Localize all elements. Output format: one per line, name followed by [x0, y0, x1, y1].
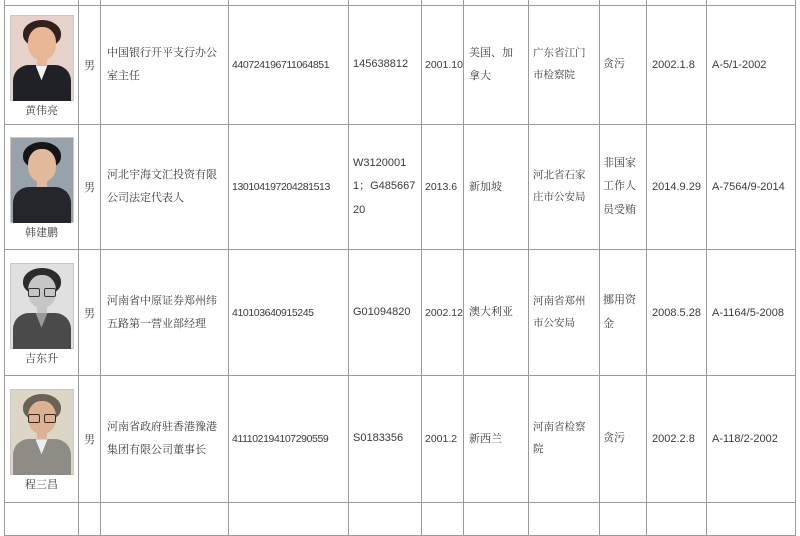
fugitive-name: 韩建鹏 — [25, 227, 58, 240]
gender-cell: 男 — [79, 376, 101, 503]
table-row-partial — [5, 503, 796, 536]
fugitive-table — [4, 0, 796, 536]
portrait-photo — [10, 15, 74, 101]
position-cell: 河南省中原证券郑州纬五路第一营业部经理 — [101, 250, 229, 376]
case-number-cell: A-1164/5-2008 — [707, 250, 796, 376]
authority-cell: 河北省石家庄市公安局 — [529, 125, 600, 250]
destination-cell: 澳大利亚 — [464, 250, 529, 376]
passport-cell: W31200011；G48566720 — [349, 125, 422, 250]
id-number-cell: 411102194107290559 — [229, 376, 349, 503]
gender-cell: 男 — [79, 250, 101, 376]
id-number-cell: 440724196711064851 — [229, 6, 349, 125]
fugitive-photo-cell — [5, 376, 79, 503]
table-row — [5, 125, 796, 250]
notice-date-cell: 2014.9.29 — [647, 125, 707, 250]
gender-cell: 男 — [79, 6, 101, 125]
portrait-photo — [10, 263, 74, 349]
flee-date-cell: 2013.6 — [422, 125, 464, 250]
id-number-cell: 130104197204281513 — [229, 125, 349, 250]
position-cell: 河南省政府驻香港豫港集团有限公司董事长 — [101, 376, 229, 503]
case-number-cell: A-7564/9-2014 — [707, 125, 796, 250]
red-notice-table — [4, 0, 796, 536]
notice-date-cell: 2002.1.8 — [647, 6, 707, 125]
fugitive-name: 程三昌 — [25, 479, 58, 492]
fugitive-name: 黄伟亮 — [25, 105, 58, 118]
portrait-photo — [10, 389, 74, 475]
destination-cell: 新西兰 — [464, 376, 529, 503]
crime-cell: 贪污 — [600, 6, 647, 125]
table-row — [5, 250, 796, 376]
fugitive-name: 吉东升 — [25, 352, 58, 365]
case-number-cell: A-118/2-2002 — [707, 376, 796, 503]
glasses-shape — [28, 288, 56, 297]
crime-cell: 非国家工作人员受贿 — [600, 125, 647, 250]
position-cell: 中国银行开平支行办公室主任 — [101, 6, 229, 125]
table-row — [5, 376, 796, 503]
case-number-cell: A-5/1-2002 — [707, 6, 796, 125]
table-row — [5, 6, 796, 125]
position-cell: 河北宇海文汇投资有限公司法定代表人 — [101, 125, 229, 250]
passport-cell: G01094820 — [349, 250, 422, 376]
crime-cell: 挪用资金 — [600, 250, 647, 376]
glasses-shape — [28, 414, 56, 423]
shoulders-shape — [13, 187, 71, 223]
authority-cell: 河南省郑州市公安局 — [529, 250, 600, 376]
notice-date-cell: 2002.2.8 — [647, 376, 707, 503]
fugitive-photo-cell — [5, 250, 79, 376]
passport-cell: 145638812 — [349, 6, 422, 125]
flee-date-cell: 2001.10 — [422, 6, 464, 125]
face-shape — [28, 149, 56, 182]
crime-cell: 贪污 — [600, 376, 647, 503]
flee-date-cell: 2001.2 — [422, 376, 464, 503]
authority-cell: 河南省检察院 — [529, 376, 600, 503]
portrait-photo — [10, 137, 74, 223]
authority-cell: 广东省江门市检察院 — [529, 6, 600, 125]
flee-date-cell: 2002.12 — [422, 250, 464, 376]
passport-cell: S0183356 — [349, 376, 422, 503]
destination-cell: 美国、加拿大 — [464, 6, 529, 125]
face-shape — [28, 27, 56, 60]
notice-date-cell: 2008.5.28 — [647, 250, 707, 376]
fugitive-photo-cell — [5, 6, 79, 125]
id-number-cell: 410103640915245 — [229, 250, 349, 376]
fugitive-photo-cell — [5, 125, 79, 250]
gender-cell: 男 — [79, 125, 101, 250]
destination-cell: 新加坡 — [464, 125, 529, 250]
